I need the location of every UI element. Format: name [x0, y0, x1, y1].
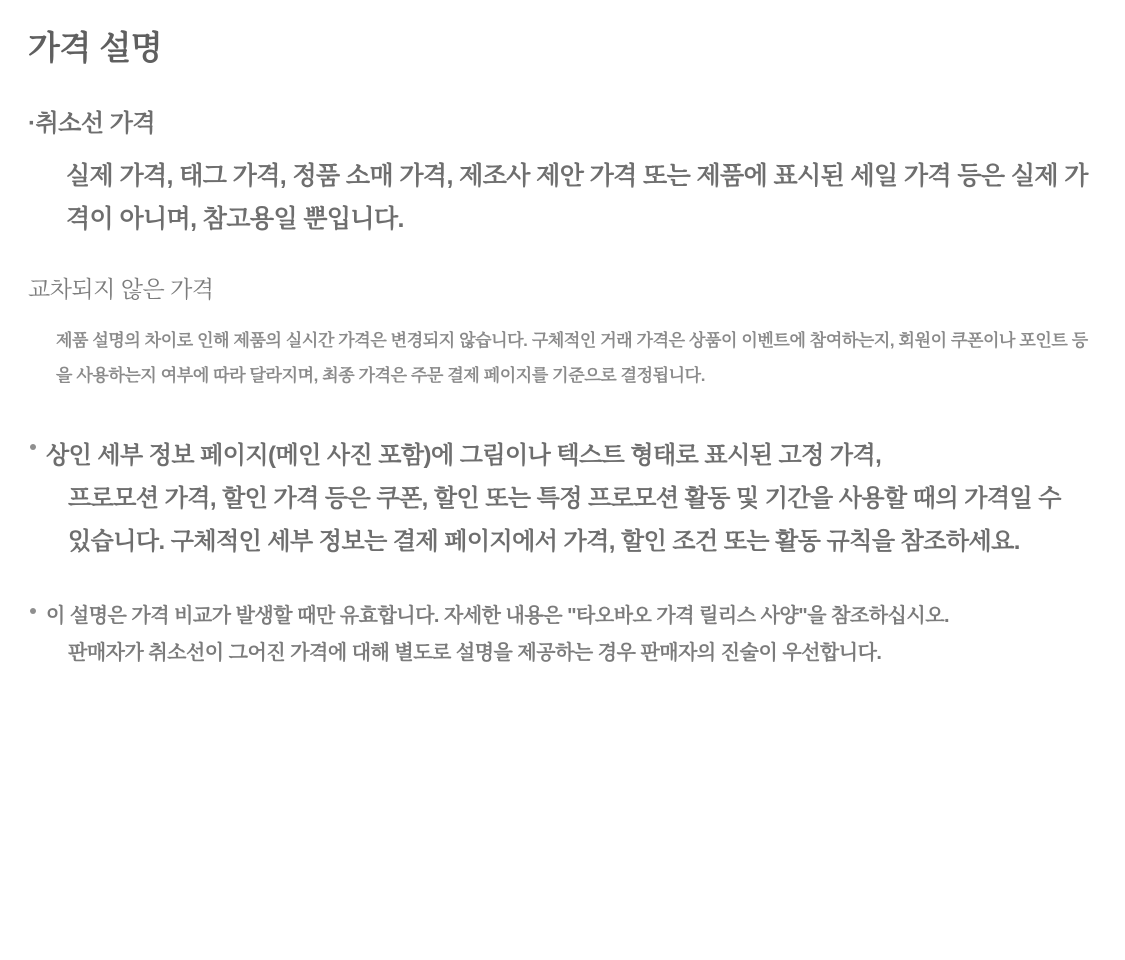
section-heading-non-crossed: 교차되지 않은 가격 — [28, 275, 214, 302]
bullet-first-line: 상인 세부 정보 페이지(메인 사진 포함)에 그림이나 텍스트 형태로 표시된 고정 가격, — [46, 442, 882, 470]
section-strikethrough-price — [28, 108, 1095, 241]
section-body-non-crossed: 제품 설명의 차이로 인해 제품의 실시간 가격은 변경되지 않습니다. 구체적인 거래 가격은 상품이 이벤트에 참여하는지, 회원이 쿠폰이나 포인트 등을 사용하는지 여부에 따라 달라지며, 최종 가격은 주문 결제 페이지를 기준으로 결정됩니다. — [56, 330, 1088, 386]
bullet-dot-icon — [30, 608, 36, 614]
bullet-item-merchant-detail — [28, 434, 1095, 564]
bullet-dot-icon — [30, 444, 36, 450]
bullet-rest-text: 프로모션 가격, 할인 가격 등은 쿠폰, 할인 또는 특정 프로모션 활동 및 기간을 사용할 때의 가격일 수 있습니다. 구체적인 세부 정보는 결제 페이지에서 가격, 할인 조건 또는 활동 규칙을 참조하세요. — [68, 485, 1061, 556]
bullet-rest-text: 판매자가 취소선이 그어진 가격에 대해 별도로 설명을 제공하는 경우 판매자의 진술이 우선합니다. — [68, 641, 882, 664]
bullet-item-price-comparison — [28, 598, 1095, 672]
bullet-text-price-comparison — [46, 598, 1091, 672]
bullet-first-line: 이 설명은 가격 비교가 발생할 때만 유효합니다. 자세한 내용은 "타오바오 가격 릴리스 사양"을 참조하십시오. — [46, 604, 950, 627]
section-body-strikethrough: 실제 가격, 태그 가격, 정품 소매 가격, 제조사 제안 가격 또는 제품에 표시된 세일 가격 등은 실제 가격이 아니며, 참고용일 뿐입니다. — [66, 161, 1088, 233]
section-non-crossed-price — [28, 275, 1095, 394]
page-title: 가격 설명 — [28, 29, 163, 66]
bullet-text-merchant-detail — [46, 434, 1086, 564]
section-heading-strikethrough: ·취소선 가격 — [28, 109, 156, 137]
